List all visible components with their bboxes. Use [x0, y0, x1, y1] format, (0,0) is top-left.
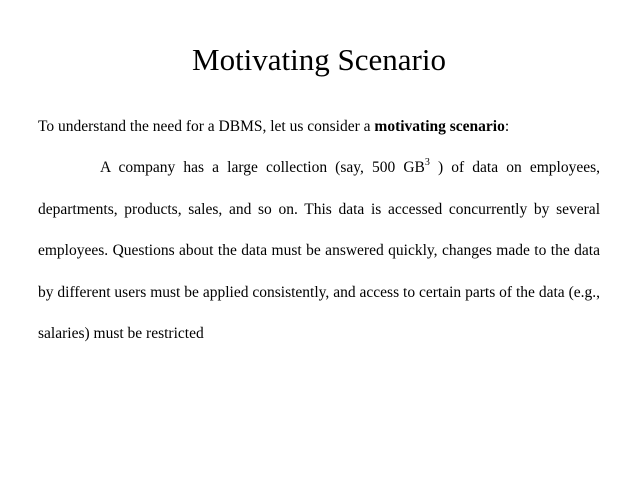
- intro-text: To understand the need for a DBMS, let us consider a: [38, 118, 375, 135]
- slide-title: Motivating Scenario: [192, 42, 446, 77]
- intro-colon: :: [504, 118, 510, 135]
- scenario-paragraph: [38, 147, 600, 355]
- footnote-superscript: 3: [424, 156, 430, 168]
- paragraph-text-start: A company has a large collection (say, 500 GB: [100, 159, 425, 176]
- intro-sentence: [38, 117, 509, 137]
- intro-bold-term: motivating scenario: [374, 118, 505, 135]
- paragraph-text-rest: ) of data on employees, departments, products, sales, and so on. This data is accessed concurrently by several employees. Questions about the data must be answered quickly, changes made to the data by different users must be applied consistently, and access to certain parts of the data (e.g., salaries) must be restricted: [38, 159, 600, 342]
